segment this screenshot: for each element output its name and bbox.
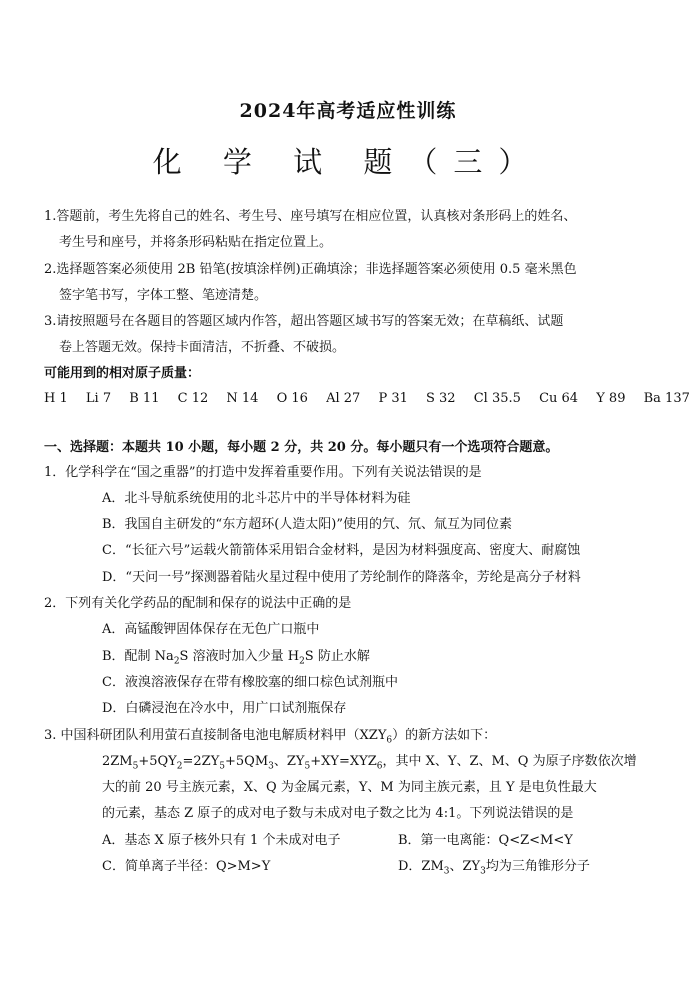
instruction-line: 考生号和座号，并将条形码粘贴在指定位置上。 [59, 235, 333, 250]
subscript: 3 [268, 761, 274, 772]
atomic-mass-item: Y 89 [596, 391, 626, 406]
text-part: 2ZM [102, 754, 133, 769]
subscript: 6 [386, 735, 393, 746]
text-part: +5QM [225, 754, 269, 769]
atomic-mass-item: B 11 [129, 391, 160, 406]
atomic-mass-label: 可能用到的相对原子质量： [44, 366, 201, 381]
atomic-mass-item: O 16 [276, 391, 308, 406]
subscript: 5 [132, 761, 139, 772]
question-3-option-b: B．第一电离能：Q<Z<M<Y [398, 833, 573, 848]
question-2-option-b [102, 648, 370, 671]
atomic-mass-item: Cl 35.5 [473, 391, 521, 406]
atomic-mass-item: Ba 137 [643, 391, 690, 406]
question-3-stem [44, 727, 496, 750]
text-part: =2ZY [182, 754, 220, 769]
text-part: +5QY [138, 754, 177, 769]
instruction-line: 卷上答题无效。保持卡面清洁，不折叠、不破损。 [59, 340, 346, 355]
question-3-option-d [398, 858, 590, 881]
text-part: +XY=XYZ [310, 754, 377, 769]
text-part: S 溶液时加入少量 H [179, 649, 300, 664]
instruction-line: 签字笔书写，字体工整、笔迹清楚。 [59, 288, 268, 303]
question-3-equation [102, 753, 637, 776]
question-3-option-a: A．基态 X 原子核外只有 1 个未成对电子 [102, 833, 341, 848]
question-1-option-c: C．“长征六号”运载火箭箭体采用铝合金材料，是因为材料强度高、密度大、耐腐蚀 [102, 543, 581, 558]
atomic-mass-item: N 14 [226, 391, 259, 406]
subscript: 2 [173, 656, 180, 667]
text-part: S 防止水解 [304, 649, 370, 664]
subscript: 2 [299, 656, 305, 667]
atomic-mass-item: Li 7 [85, 391, 112, 406]
subscript: 3 [480, 866, 486, 877]
text-part: ，其中 X、Y、Z、M、Q 为原子序数依次增 [382, 754, 637, 769]
text-part: 3. 中国科研团队利用萤石直接制备电池电解质材料甲（XZY [44, 728, 387, 743]
subscript: 3 [443, 866, 450, 877]
text-part: B．配制 Na [102, 649, 174, 664]
atomic-mass-item: S 32 [426, 391, 456, 406]
exam-title: 2024年高考适应性训练 [239, 100, 457, 122]
subscript: 5 [219, 761, 226, 772]
atomic-mass-item: P 31 [378, 391, 408, 406]
section-heading: 一、选择题：本题共 10 小题，每小题 2 分，共 20 分。每小题只有一个选项符合题意。 [44, 440, 559, 455]
subscript: 5 [304, 761, 311, 772]
atomic-mass-item: Al 27 [326, 391, 361, 406]
question-3-option-c: C．简单离子半径：Q>M>Y [102, 859, 271, 874]
instruction-line: 2.选择题答案必须使用 2B 铅笔(按填涂样例)正确填涂；非选择题答案必须使用 0.5 毫米黑色 [44, 262, 577, 277]
instruction-line: 1.答题前，考生先将自己的姓名、考生号、座号填写在相应位置，认真核对条形码上的姓名、 [44, 209, 577, 224]
atomic-mass-list [44, 391, 696, 406]
question-2-option-c: C．液溴溶液保存在带有橡胶塞的细口棕色试剂瓶中 [102, 675, 398, 690]
text-part: ）的新方法如下： [392, 728, 497, 743]
question-2-option-d: D．白磷浸泡在冷水中，用广口试剂瓶保存 [102, 701, 347, 716]
question-1-stem: 1．化学科学在“国之重器”的打造中发挥着重要作用。下列有关说法错误的是 [44, 465, 482, 480]
subscript: 6 [376, 761, 383, 772]
question-1-option-a: A．北斗导航系统使用的北斗芯片中的半导体材料为硅 [102, 491, 411, 506]
subscript: 2 [176, 761, 183, 772]
atomic-mass-item: H 1 [44, 391, 68, 406]
instruction-line: 3.请按照题号在各题目的答题区域内作答，超出答题区域书写的答案无效；在草稿纸、试题 [44, 314, 564, 329]
text-part: 、ZY [449, 859, 481, 874]
text-part: 、ZY [273, 754, 305, 769]
text-part: 均为三角锥形分子 [485, 859, 590, 874]
question-1-option-d: D．“天问一号”探测器着陆火星过程中使用了芳纶制作的降落伞，芳纶是高分子材料 [102, 570, 581, 585]
subject-title: 化 学 试 题（三） [152, 145, 544, 179]
question-3-line: 的元素，基态 Z 原子的成对电子数与未成对电子数之比为 4:1。下列说法错误的是 [102, 806, 574, 821]
question-1-option-b: B．我国自主研发的“东方超环(人造太阳)”使用的氕、氘、氚互为同位素 [102, 517, 512, 532]
text-part: D．ZM [398, 859, 444, 874]
question-2-option-a: A．高锰酸钾固体保存在无色广口瓶中 [102, 622, 320, 637]
question-2-stem: 2．下列有关化学药品的配制和保存的说法中正确的是 [44, 596, 352, 611]
atomic-mass-item: C 12 [177, 391, 209, 406]
atomic-mass-item: Cu 64 [539, 391, 579, 406]
question-3-line: 大的前 20 号主族元素，X、Q 为金属元素，Y、M 为同主族元素，且 Y 是电负性最大 [102, 780, 597, 795]
